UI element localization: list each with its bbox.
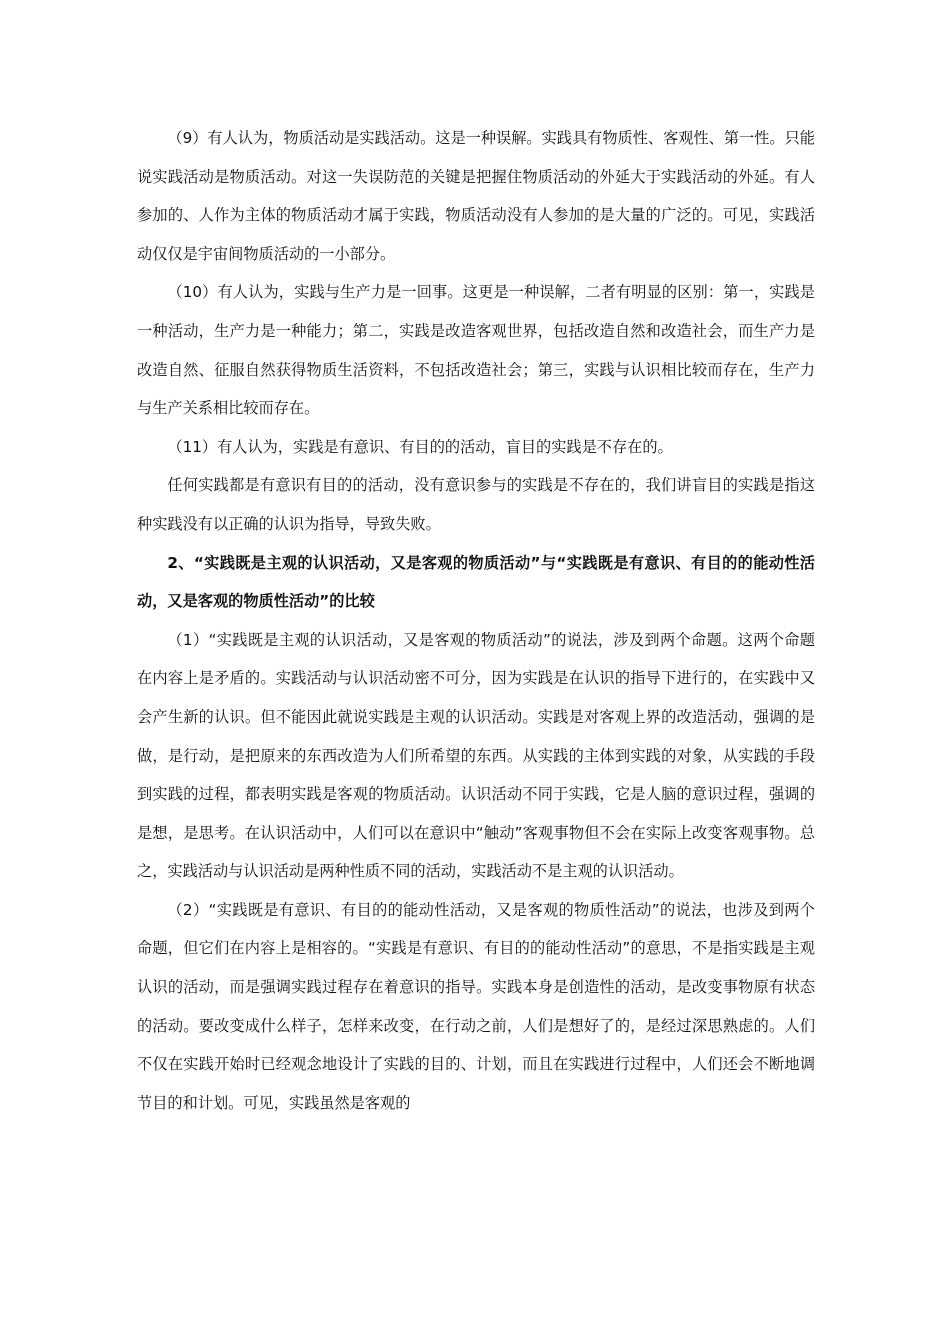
paragraph-comparison-2: （2）“实践既是有意识、有目的的能动性活动，又是客观的物质性活动”的说法，也涉及到两个命题，但它们在内容上是相容的。“实践是有意识、有目的的能动性活动”的意思，不是指实践是主观认识的活动，而是强调实践过程存在着意识的指导。实践本身是创造性的活动，是改变事物原有状态的活动。要改变成什么样子，怎样来改变，在行动之前，人们是想好了的，是经过深思熟虑的。人们不仅在实践开始时已经观念地设计了实践的目的、计划，而且在实践进行过程中，人们还会不断地调节目的和计划。可见，实践虽然是客观的 xyxy=(137,900,815,1112)
paragraph-item-11: （11）有人认为，实践是有意识、有目的的活动，盲目的实践是不存在的。 xyxy=(167,437,673,456)
paragraph-item-11-explanation: 任何实践都是有意识有目的的活动，没有意识参与的实践是不存在的，我们讲盲目的实践是指这种实践没有以正确的认识为指导，导致失败。 xyxy=(137,476,815,533)
section-heading-2: 2、“实践既是主观的认识活动，又是客观的物质活动”与“实践既是有意识、有目的的能动性活动，又是客观的物质性活动”的比较 xyxy=(137,553,815,611)
paragraph-item-10: （10）有人认为，实践与生产力是一回事。这更是一种误解，二者有明显的区别：第一，实践是一种活动，生产力是一种能力；第二，实践是改造客观世界，包括改造自然和改造社会，而生产力是改造自然、征服自然获得物质生活资料，不包括改造社会；第三，实践与认识相比较而存在，生产力与生产关系相比较而存在。 xyxy=(137,283,815,418)
paragraph-comparison-1: （1）“实践既是主观的认识活动，又是客观的物质活动”的说法，涉及到两个命题。这两个命题在内容上是矛盾的。实践活动与认识活动密不可分，因为实践是在认识的指导下进行的，在实践中又会产生新的认识。但不能因此就说实践是主观的认识活动。实践是对客观上界的改造活动，强调的是做，是行动，是把原来的东西改造为人们所希望的东西。从实践的主体到实践的对象，从实践的手段到实践的过程，都表明实践是客观的物质活动。认识活动不同于实践，它是人脑的意识过程，强调的是想，是思考。在认识活动中，人们可以在意识中“触动”客观事物但不会在实际上改变客观事物。总之，实践活动与认识活动是两种性质不同的活动，实践活动不是主观的认识活动。 xyxy=(137,630,815,881)
paragraph-item-9: （9）有人认为，物质活动是实践活动。这是一种误解。实践具有物质性、客观性、第一性。只能说实践活动是物质活动。对这一失误防范的关键是把握住物质活动的外延大于实践活动的外延。有人参加的、人作为主体的物质活动才属于实践，物质活动没有人参加的是大量的广泛的。可见，实践活动仅仅是宇宙间物质活动的一小部分。 xyxy=(137,129,815,263)
document-body xyxy=(137,119,815,1122)
